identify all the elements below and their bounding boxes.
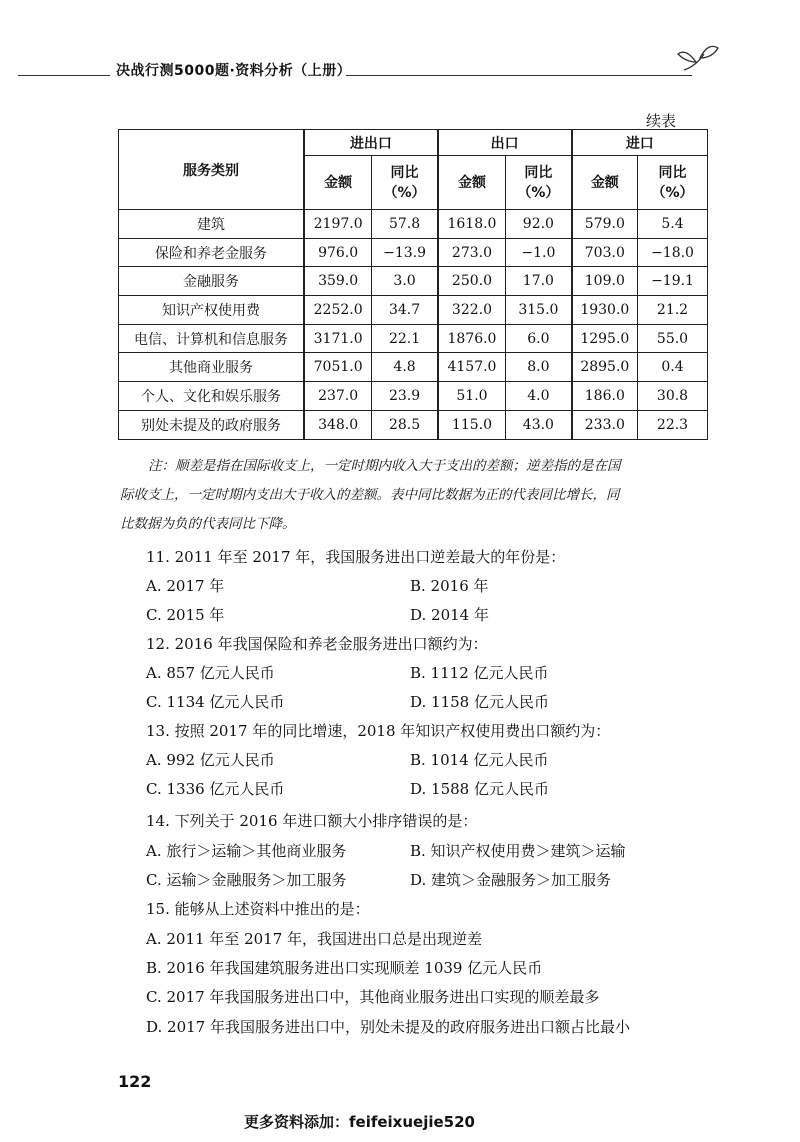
cell-import-yoy: 30.8	[638, 382, 708, 411]
question-13-stem: 13. 按照 2017 年的同比增速，2018 年知识产权使用费出口额约为：	[146, 722, 611, 740]
cell-import-yoy: 22.3	[638, 410, 708, 439]
cell-total: 3171.0	[304, 324, 372, 353]
cell-total-yoy: 23.9	[372, 382, 438, 411]
cell-total-yoy: 3.0	[372, 267, 438, 296]
cell-export-yoy: 6.0	[506, 324, 572, 353]
cell-total: 2252.0	[304, 296, 372, 325]
cell-import-yoy: 5.4	[638, 210, 708, 239]
cell-export: 322.0	[438, 296, 506, 325]
cell-import: 109.0	[572, 267, 638, 296]
services-trade-table	[118, 129, 708, 440]
table-row	[119, 410, 708, 439]
cell-total-yoy: 4.8	[372, 353, 438, 382]
footer-contact: 更多资料添加：feifeixuejie520	[244, 1113, 475, 1131]
row-category: 个人、文化和娱乐服务	[119, 382, 304, 411]
header-rule-left	[18, 75, 110, 76]
header-export-amount: 金额	[438, 156, 506, 210]
cell-total-yoy: −13.9	[372, 238, 438, 267]
cell-import: 579.0	[572, 210, 638, 239]
header-group-export: 出口	[438, 130, 572, 156]
row-category: 电信、计算机和信息服务	[119, 324, 304, 353]
table-row	[119, 238, 708, 267]
q12-option-d[interactable]: D. 1158 亿元人民币	[410, 693, 549, 711]
row-category: 建筑	[119, 210, 304, 239]
table-row	[119, 324, 708, 353]
table-row	[119, 353, 708, 382]
cell-export-yoy: 8.0	[506, 353, 572, 382]
q14-option-d[interactable]: D. 建筑＞金融服务＞加工服务	[410, 871, 612, 889]
row-category: 知识产权使用费	[119, 296, 304, 325]
header-group-import: 进口	[572, 130, 708, 156]
q13-option-c[interactable]: C. 1336 亿元人民币	[146, 780, 285, 798]
table-row	[119, 267, 708, 296]
page-number: 122	[118, 1072, 152, 1091]
cell-total-yoy: 34.7	[372, 296, 438, 325]
cell-import: 186.0	[572, 382, 638, 411]
row-category: 保险和养老金服务	[119, 238, 304, 267]
question-12-stem: 12. 2016 年我国保险和养老金服务进出口额约为：	[146, 635, 488, 653]
cell-export-yoy: 92.0	[506, 210, 572, 239]
cell-import-yoy: 21.2	[638, 296, 708, 325]
cell-total: 976.0	[304, 238, 372, 267]
note-line-3: 比数据为负的代表同比下降。	[120, 516, 296, 532]
cell-import: 1295.0	[572, 324, 638, 353]
cell-export: 1618.0	[438, 210, 506, 239]
question-11-stem: 11. 2011 年至 2017 年，我国服务进出口逆差最大的年份是：	[146, 548, 566, 566]
cell-export: 115.0	[438, 410, 506, 439]
running-header-title: 决战行测5000题·资料分析（上册）	[116, 63, 352, 79]
cell-export-yoy: 315.0	[506, 296, 572, 325]
cell-total: 237.0	[304, 382, 372, 411]
header-import-yoy: 同比 （%）	[638, 156, 708, 210]
q15-option-d[interactable]: D. 2017 年我国服务进出口中，别处未提及的政府服务进出口额占比最小	[146, 1018, 630, 1036]
cell-import: 1930.0	[572, 296, 638, 325]
cell-export-yoy: 43.0	[506, 410, 572, 439]
q13-option-b[interactable]: B. 1014 亿元人民币	[410, 751, 549, 769]
q11-option-c[interactable]: C. 2015 年	[146, 606, 225, 624]
table-row	[119, 210, 708, 239]
header-rule-right	[346, 75, 692, 76]
cell-total-yoy: 57.8	[372, 210, 438, 239]
cell-total-yoy: 22.1	[372, 324, 438, 353]
q11-option-d[interactable]: D. 2014 年	[410, 606, 489, 624]
header-total-yoy: 同比 （%）	[372, 156, 438, 210]
row-category: 金融服务	[119, 267, 304, 296]
cell-export: 1876.0	[438, 324, 506, 353]
cell-export: 250.0	[438, 267, 506, 296]
q15-option-c[interactable]: C. 2017 年我国服务进出口中，其他商业服务进出口实现的顺差最多	[146, 988, 600, 1006]
q13-option-d[interactable]: D. 1588 亿元人民币	[410, 780, 549, 798]
q12-option-c[interactable]: C. 1134 亿元人民币	[146, 693, 285, 711]
note-line-1: 注：顺差是指在国际收支上，一定时期内收入大于支出的差额；逆差指的是在国	[148, 458, 621, 474]
question-14-stem: 14. 下列关于 2016 年进口额大小排序错误的是：	[146, 812, 478, 830]
q11-option-b[interactable]: B. 2016 年	[410, 577, 489, 595]
note-line-2: 际收支上，一定时期内支出大于收入的差额。表中同比数据为正的代表同比增长，同	[120, 487, 620, 503]
q15-option-a[interactable]: A. 2011 年至 2017 年，我国进出口总是出现逆差	[146, 930, 483, 948]
row-category: 其他商业服务	[119, 353, 304, 382]
question-15-stem: 15. 能够从上述资料中推出的是：	[146, 900, 370, 918]
header-group-total: 进出口	[304, 130, 438, 156]
cell-import-yoy: 55.0	[638, 324, 708, 353]
continued-table-label: 续表	[646, 112, 677, 130]
table-note	[120, 452, 710, 539]
q14-option-c[interactable]: C. 运输＞金融服务＞加工服务	[146, 871, 347, 889]
header-service-category: 服务类别	[119, 130, 304, 210]
cell-import-yoy: 0.4	[638, 353, 708, 382]
header-export-yoy: 同比 （%）	[506, 156, 572, 210]
cell-export: 4157.0	[438, 353, 506, 382]
q12-option-b[interactable]: B. 1112 亿元人民币	[410, 664, 549, 682]
table-row	[119, 382, 708, 411]
cell-import: 233.0	[572, 410, 638, 439]
cell-import-yoy: −18.0	[638, 238, 708, 267]
cell-export: 51.0	[438, 382, 506, 411]
q11-option-a[interactable]: A. 2017 年	[146, 577, 225, 595]
cell-total: 7051.0	[304, 353, 372, 382]
cell-total: 2197.0	[304, 210, 372, 239]
header-import-amount: 金额	[572, 156, 638, 210]
q14-option-a[interactable]: A. 旅行＞运输＞其他商业服务	[146, 842, 347, 860]
table-row	[119, 296, 708, 325]
cell-import: 2895.0	[572, 353, 638, 382]
cell-total: 359.0	[304, 267, 372, 296]
row-category: 别处未提及的政府服务	[119, 410, 304, 439]
cell-export-yoy: −1.0	[506, 238, 572, 267]
sprout-leaf-icon	[676, 40, 722, 80]
q14-option-b[interactable]: B. 知识产权使用费＞建筑＞运输	[410, 842, 626, 860]
header-total-amount: 金额	[304, 156, 372, 210]
q15-option-b[interactable]: B. 2016 年我国建筑服务进出口实现顺差 1039 亿元人民币	[146, 959, 543, 977]
cell-total: 348.0	[304, 410, 372, 439]
cell-export-yoy: 4.0	[506, 382, 572, 411]
cell-export: 273.0	[438, 238, 506, 267]
q13-option-a[interactable]: A. 992 亿元人民币	[146, 751, 275, 769]
cell-total-yoy: 28.5	[372, 410, 438, 439]
cell-import: 703.0	[572, 238, 638, 267]
cell-export-yoy: 17.0	[506, 267, 572, 296]
q12-option-a[interactable]: A. 857 亿元人民币	[146, 664, 275, 682]
cell-import-yoy: −19.1	[638, 267, 708, 296]
